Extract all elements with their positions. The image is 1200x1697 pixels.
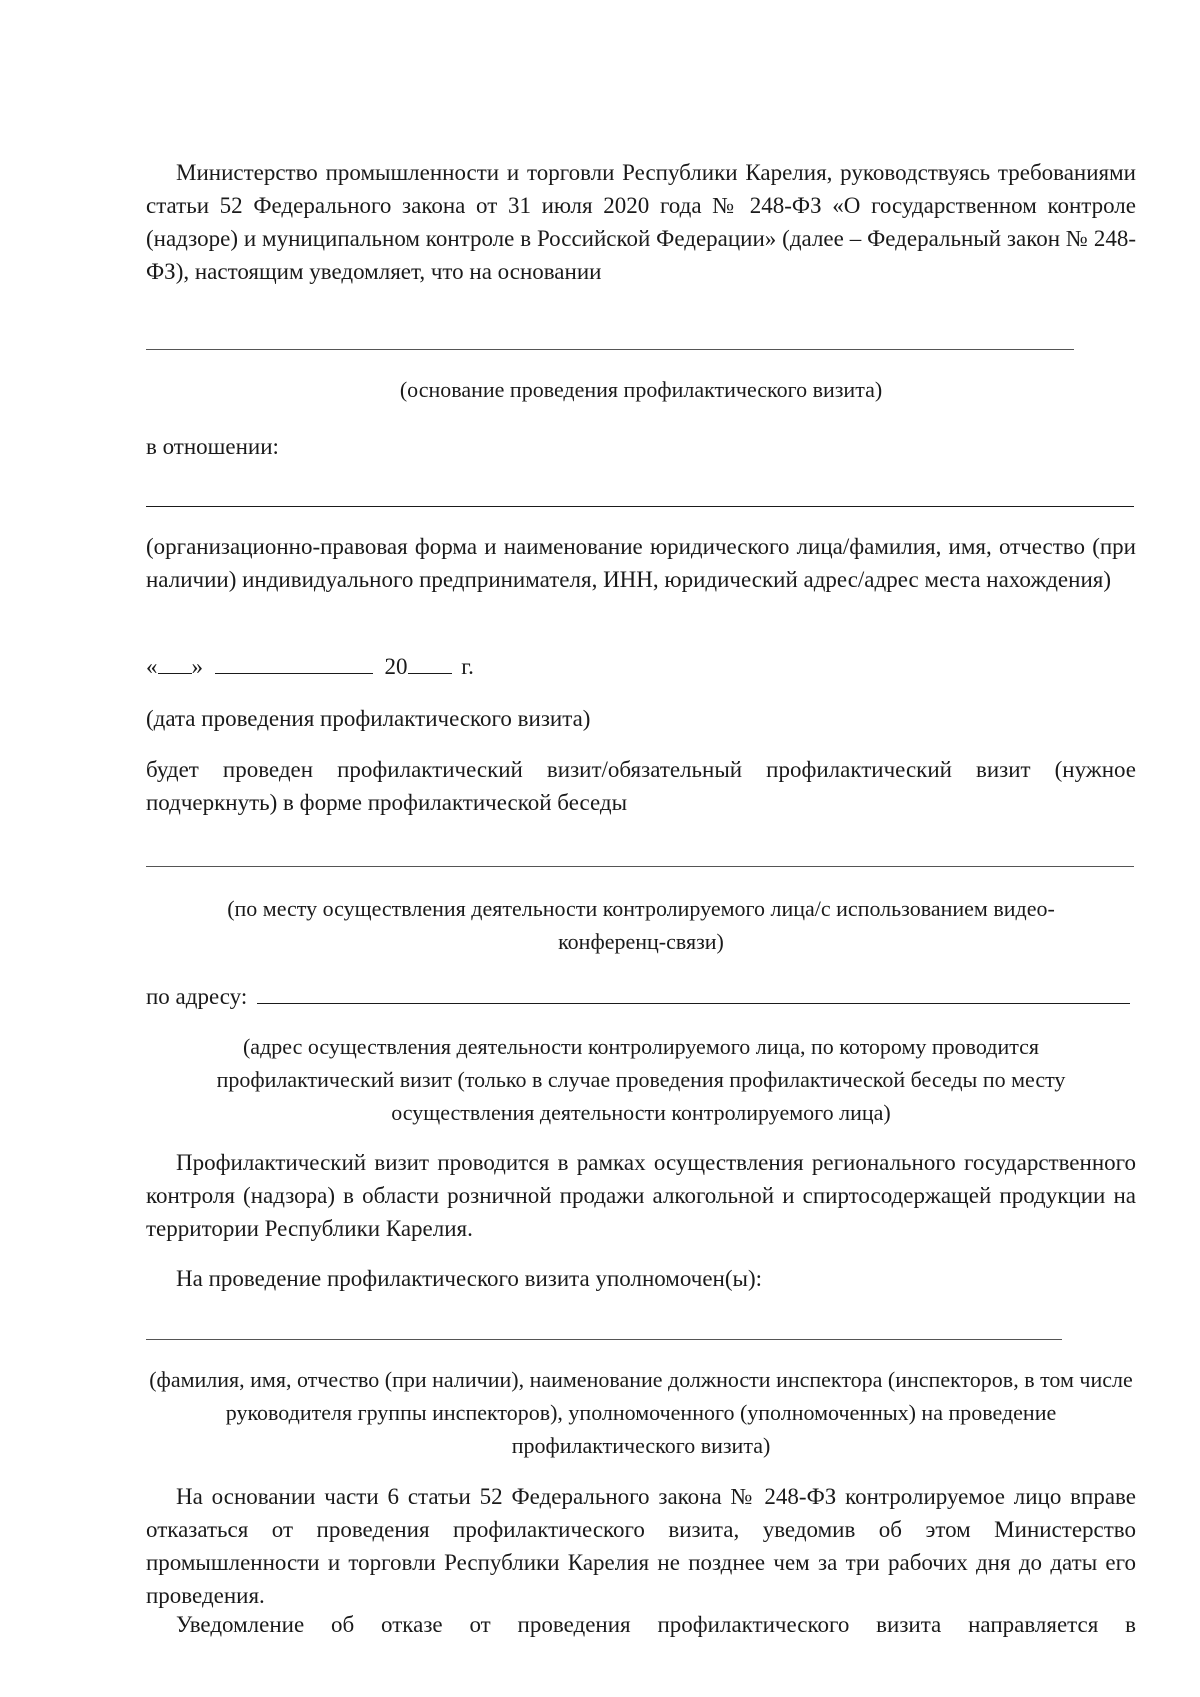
address-label: по адресу: [146, 984, 248, 1009]
date-caption: (дата проведения профилактического визита) [146, 706, 591, 731]
notice-paragraph: Уведомление об отказе от проведения профилактического визита направляется в [176, 1612, 1136, 1637]
month-field [215, 651, 373, 674]
place-caption-line-2: конференц-связи) [558, 929, 724, 954]
address-line [146, 980, 1146, 1013]
year-prefix: 20 [384, 654, 408, 679]
entity-caption: (организационно-правовая форма и наименование юридического лица/фамилия, имя, отчество (при наличии) индивидуального предпринимателя, ИНН, юридический адрес/адрес места нахождения) [146, 534, 1136, 592]
year-suffix: г. [461, 654, 474, 679]
visit-paragraph: будет проведен профилактический визит/обязательный профилактический визит (нужное подчеркнуть) в форме профилактической беседы [146, 757, 1136, 815]
intro-paragraph: Министерство промышленности и торговли Республики Карелия, руководствуясь требованиями статьи 52 Федерального закона от 31 июля 2020 года № 248-ФЗ «О государственном контроле (надзоре) и муниципальном контроле в Российской Федерации» (далее – Федеральный закон № 248-ФЗ), настоящим уведомляет, что на основании [146, 160, 1136, 284]
entity-field-line [146, 506, 1134, 507]
inspector-caption: (фамилия, имя, отчество (при наличии), наименование должности инспектора (инспекторов, в том числе руководителя группы инспекторов), уполномоченного (уполномоченных) на проведение профилактического визита) [149, 1367, 1133, 1458]
authorized-paragraph: На проведение профилактического визита уполномочен(ы): [176, 1266, 763, 1291]
year-field [408, 651, 452, 674]
address-field [257, 981, 1130, 1004]
basis-caption: (основание проведения профилактического визита) [399, 377, 883, 402]
refusal-paragraph: На основании части 6 статьи 52 Федерального закона № 248-ФЗ контролируемое лицо вправе отказаться от проведения профилактического визита, уведомив об этом Министерство промышленности и торговли Республики Карелия не позднее чем за три рабочих дня до даты его проведения. [146, 1484, 1136, 1608]
inspector-field-line [146, 1339, 1062, 1340]
date-close-quote: » [191, 654, 203, 679]
basis-field-line [146, 349, 1074, 350]
control-paragraph: Профилактический визит проводится в рамках осуществления регионального государственного контроля (надзора) в области розничной продажи алкогольной и спиртосодержащей продукции на территории Республики Карелия. [146, 1150, 1136, 1241]
day-field [158, 651, 192, 674]
date-open-quote: « [146, 654, 158, 679]
regarding-label: в отношении: [146, 434, 279, 459]
place-caption-line-1: (по месту осуществления деятельности контролируемого лица/с использованием видео- [227, 896, 1055, 921]
place-field-line [146, 866, 1134, 867]
address-caption: (адрес осуществления деятельности контролируемого лица, по которому проводится профилактический визит (только в случае проведения профилактической беседы по месту осуществления деятельности контролируемого лица) [216, 1034, 1066, 1125]
date-line [146, 650, 746, 683]
